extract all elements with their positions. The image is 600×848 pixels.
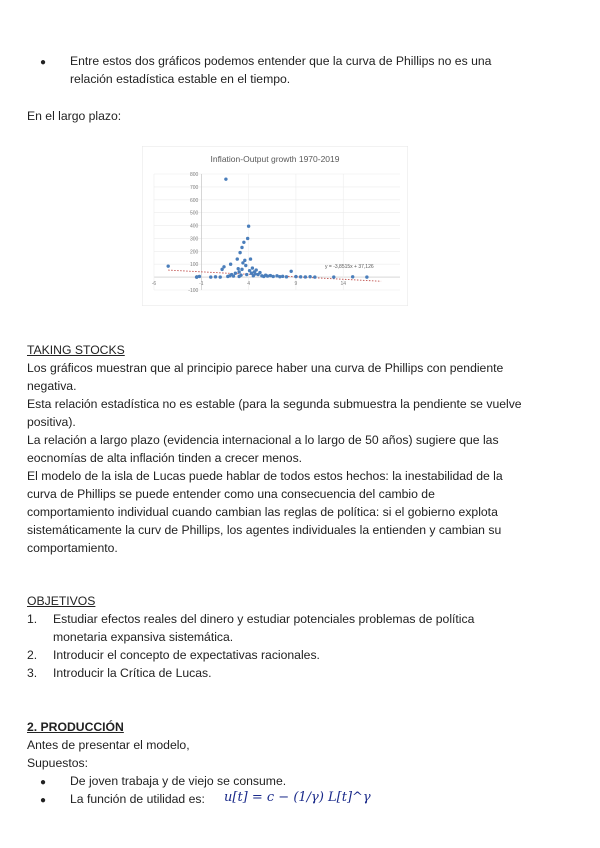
data-point <box>209 275 212 278</box>
y-tick-label: 600 <box>189 197 199 204</box>
y-tick-label: 400 <box>189 223 199 230</box>
data-point <box>266 274 269 277</box>
y-tick-label: 200 <box>189 249 199 256</box>
taking-stocks-line: negativa. <box>27 379 77 393</box>
data-point <box>258 271 261 274</box>
taking-stocks-line: eocnomías de alta inflación tinden a crecer menos. <box>27 451 303 465</box>
data-point <box>351 275 354 278</box>
data-point <box>285 275 288 278</box>
data-point <box>304 275 307 278</box>
y-tick-label: 100 <box>189 262 199 269</box>
produccion-bullet-2: La función de utilidad es: <box>70 792 205 806</box>
objetivo-1-line-1: Estudiar efectos reales del dinero y estudiar potenciales problemas de política <box>53 612 475 626</box>
objetivo-2-line-1: Introducir el concepto de expectativas racionales. <box>53 648 320 662</box>
taking-stocks-heading: TAKING STOCKS <box>27 343 125 357</box>
data-point <box>272 275 275 278</box>
data-point <box>242 241 245 244</box>
x-tick-label: -6 <box>151 281 157 288</box>
y-tick-label: -100 <box>188 288 199 294</box>
data-point <box>332 275 335 278</box>
data-point <box>214 275 217 278</box>
data-point <box>198 275 201 278</box>
y-tick-label: 300 <box>189 236 199 243</box>
data-point <box>219 275 222 278</box>
x-tick-label: 4 <box>247 281 251 288</box>
taking-stocks-line: comportamiento individual cuando cambian las reglas de política: si el gobierno explota <box>27 505 498 519</box>
taking-stocks-line: positiva). <box>27 415 76 429</box>
data-point <box>245 273 248 276</box>
data-point <box>308 275 311 278</box>
data-point <box>247 225 250 228</box>
data-point <box>236 257 239 260</box>
data-point <box>240 246 243 249</box>
data-point <box>238 251 241 254</box>
intro-line-1: Entre estos dos gráficos podemos entender que la curva de Phillips no es una <box>70 54 492 68</box>
taking-stocks-line: sistemáticamente la curv de Phillips, los agentes individuales la entienden y cambian su <box>27 523 502 537</box>
x-tick-label: -1 <box>199 281 204 288</box>
data-point <box>166 264 169 267</box>
y-tick-label: 500 <box>189 210 199 217</box>
objetivo-1-num: 1. <box>27 612 38 626</box>
long-run-label: En el largo plazo: <box>27 109 122 123</box>
trendline-label: y = -3,8515x + 37,126 <box>325 264 374 270</box>
data-point <box>224 177 227 180</box>
x-tick-label: 9 <box>294 281 298 288</box>
objetivo-2-num: 2. <box>27 648 38 662</box>
produccion-line-2: Supuestos: <box>27 756 88 770</box>
data-point <box>234 272 237 275</box>
taking-stocks-line: Esta relación estadística no es estable (para la segunda submuestra la pendiente se vuelve <box>27 397 522 411</box>
utility-formula: u[t] = c − (1/γ) L[t]^γ <box>224 790 371 805</box>
scatter-chart <box>142 146 408 306</box>
taking-stocks-line: La relación a largo plazo (evidencia internacional a lo largo de 50 años) sugiere que las <box>27 433 499 447</box>
data-point <box>251 266 254 269</box>
data-point <box>195 275 198 278</box>
bullet-dot: ● <box>40 777 47 788</box>
data-point <box>254 268 257 271</box>
objetivo-1-line-2: monetaria expansiva sistemática. <box>53 630 234 644</box>
bullet-dot: ● <box>40 57 47 68</box>
taking-stocks-line: Los gráficos muestran que al principio parece haber una curva de Phillips con pendiente <box>27 361 504 375</box>
taking-stocks-line: El modelo de la isla de Lucas puede hablar de todos estos hechos: la inestabilidad de la <box>27 469 503 483</box>
data-point <box>237 270 240 273</box>
produccion-heading: 2. PRODUCCIÓN <box>27 720 124 734</box>
data-point <box>294 275 297 278</box>
data-point <box>222 265 225 268</box>
data-point <box>313 275 316 278</box>
produccion-line-1: Antes de presentar el modelo, <box>27 738 190 752</box>
produccion-bullet-1: De joven trabaja y de viejo se consume. <box>70 774 287 788</box>
taking-stocks-line: comportamiento. <box>27 541 118 555</box>
data-point <box>254 272 257 275</box>
data-point <box>240 268 243 271</box>
data-point <box>237 267 240 270</box>
data-point <box>289 270 292 273</box>
bullet-dot: ● <box>40 795 47 806</box>
data-point <box>229 263 232 266</box>
data-point <box>243 259 246 262</box>
data-point <box>249 257 252 260</box>
data-point <box>246 237 249 240</box>
objetivos-heading: OBJETIVOS <box>27 594 96 608</box>
objetivo-3-line-1: Introducir la Crítica de Lucas. <box>53 666 212 680</box>
data-point <box>281 275 284 278</box>
y-tick-label: 800 <box>189 172 199 178</box>
data-point <box>244 264 247 267</box>
data-point <box>232 274 235 277</box>
data-point <box>299 275 302 278</box>
data-point <box>365 275 368 278</box>
intro-line-2: relación estadística estable en el tiempo. <box>70 72 291 86</box>
x-tick-label: 14 <box>340 281 347 288</box>
objetivo-3-num: 3. <box>27 666 38 680</box>
y-tick-label: 700 <box>189 184 199 191</box>
taking-stocks-line: curva de Phillips se puede entender como una consecuencia del cambio de <box>27 487 435 501</box>
data-point <box>237 275 240 278</box>
chart-title: Inflation-Output growth 1970-2019 <box>210 154 340 164</box>
